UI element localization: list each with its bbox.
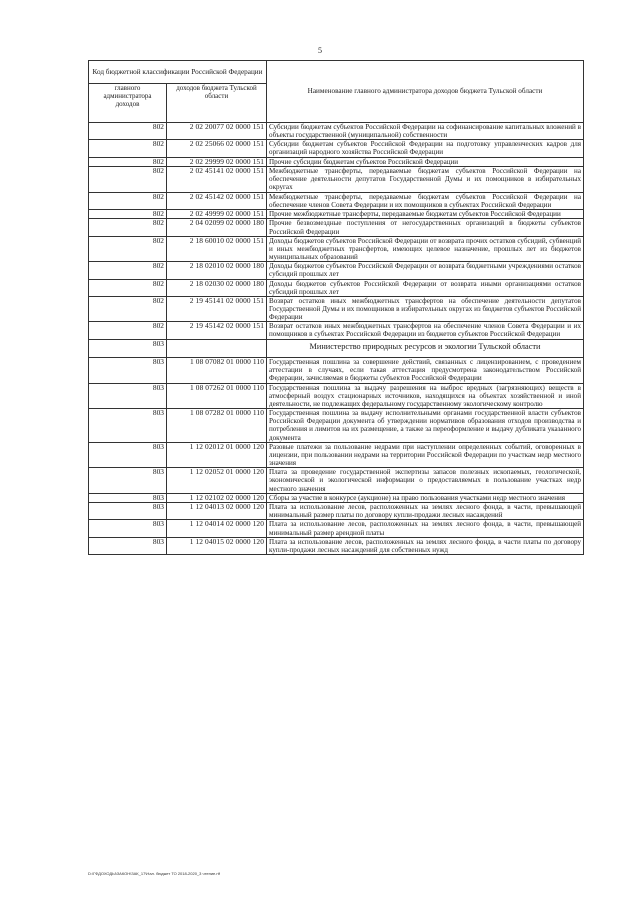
table-row — [89, 503, 584, 520]
revenue-name-cell: Межбюджетные трансферты, передаваемые бюджетам субъектов Российской Федерации на обеспечение членов Совета Федерации и их помощников в субъектах Российской Федерации — [267, 192, 584, 209]
header-revenue-code: доходов бюджета Тульской области — [167, 84, 267, 123]
revenue-name-cell: Прочие межбюджетные трансферты, передаваемые бюджетам субъектов Российской Федерации — [267, 209, 584, 219]
admin-code-cell: 802 — [89, 296, 167, 321]
admin-code-cell: 803 — [89, 503, 167, 520]
revenue-name-cell: Доходы бюджетов субъектов Российской Федерации от возврата прочих остатков субсидий, субвенций и иных межбюджетных трансфертов, имеющих целевое назначение, прошлых лет из бюджетов муниципальных образований — [267, 236, 584, 261]
admin-code-cell: 802 — [89, 262, 167, 279]
revenue-code-cell — [167, 339, 267, 358]
table-row — [89, 409, 584, 443]
admin-code-cell: 802 — [89, 209, 167, 219]
footer-file-path: D:\ГФДОХОДЫ\ЗАКОН\ЗАК_17\Нал. бюджет ТО 2018-2020_3 чтение.rtf — [88, 871, 220, 876]
table-row — [89, 167, 584, 192]
admin-code-cell: 802 — [89, 167, 167, 192]
table-row — [89, 279, 584, 296]
section-row — [89, 339, 584, 358]
revenue-name-cell: Сборы за участие в конкурсе (аукционе) на право пользования участками недр местного значения — [267, 493, 584, 503]
admin-code-cell: 803 — [89, 409, 167, 443]
revenue-code-cell: 1 12 02052 01 0000 120 — [167, 468, 267, 493]
revenue-code-cell: 2 02 49999 02 0000 151 — [167, 209, 267, 219]
table-row — [89, 123, 584, 140]
admin-code-cell: 803 — [89, 468, 167, 493]
revenue-name-cell: Субсидии бюджетам субъектов Российской Федерации на подготовку управленческих кадров для организаций народного хозяйства Российской Федерации — [267, 140, 584, 157]
table-row — [89, 140, 584, 157]
revenue-code-cell: 1 12 02012 01 0000 120 — [167, 442, 267, 467]
table-row — [89, 262, 584, 279]
header-administrator-name: Наименование главного администратора доходов бюджета Тульской области — [267, 61, 584, 123]
table-row — [89, 468, 584, 493]
table-row — [89, 537, 584, 554]
admin-code-cell: 802 — [89, 322, 167, 339]
revenue-name-cell: Разовые платежи за пользование недрами при наступлении определенных событий, оговоренных в лицензии, при пользовании недрами на территории Российской Федерации по участкам недр местного значения — [267, 442, 584, 467]
table-row — [89, 520, 584, 537]
admin-code-cell: 803 — [89, 442, 167, 467]
table-row — [89, 383, 584, 408]
revenue-code-cell: 2 18 02030 02 0000 180 — [167, 279, 267, 296]
admin-code-cell: 802 — [89, 192, 167, 209]
revenue-name-cell: Возврат остатков иных межбюджетных трансфертов на обеспечение членов Совета Федерации и их помощников в субъектах Российской Федерации из бюджетов субъектов Российской Федерации — [267, 322, 584, 339]
admin-code-cell: 803 — [89, 520, 167, 537]
header-admin-code: главного администратора доходов — [89, 84, 167, 123]
table-row — [89, 236, 584, 261]
admin-code-cell: 803 — [89, 383, 167, 408]
table-row — [89, 322, 584, 339]
admin-code-cell: 803 — [89, 537, 167, 554]
revenue-code-cell: 2 02 25066 02 0000 151 — [167, 140, 267, 157]
revenue-name-cell: Плата за использование лесов, расположенных на землях лесного фонда, в части, превышающей минимальный размер платы по договору купли-продажи лесных насаждений — [267, 503, 584, 520]
admin-code-cell: 803 — [89, 358, 167, 383]
revenue-name-cell: Плата за использование лесов, расположенных на землях лесного фонда, в части платы по договору купли-продажи лесных насаждений для собственных нужд — [267, 537, 584, 554]
revenue-code-cell: 1 08 07082 01 0000 110 — [167, 358, 267, 383]
admin-code-cell: 802 — [89, 219, 167, 236]
admin-code-cell: 802 — [89, 157, 167, 167]
table-row — [89, 219, 584, 236]
table-row — [89, 442, 584, 467]
revenue-code-cell: 2 02 20077 02 0000 151 — [167, 123, 267, 140]
revenue-name-cell: Государственная пошлина за выдачу исполнительными органами государственной власти субъектов Российской Федерации документа об утверждении нормативов образования отходов производства и потребления и лимитов на их размещение, а также за переоформление и выдачу дубликата указанного документа — [267, 409, 584, 443]
revenue-name-cell: Доходы бюджетов субъектов Российской Федерации от возврата бюджетными учреждениями остатков субсидий прошлых лет — [267, 262, 584, 279]
admin-code-cell: 802 — [89, 123, 167, 140]
admin-code-cell: 803 — [89, 339, 167, 358]
revenue-code-cell: 2 02 45141 02 0000 151 — [167, 167, 267, 192]
admin-code-cell: 802 — [89, 279, 167, 296]
revenue-name-cell: Прочие безвозмездные поступления от негосударственных организаций в бюджеты субъектов Российской Федерации — [267, 219, 584, 236]
revenue-name-cell: Государственная пошлина за совершение действий, связанных с лицензированием, с проведением аттестации в случаях, если такая аттестация предусмотрена законодательством Российской Федерации, зачисляемая в бюджеты субъектов Российской Федерации — [267, 358, 584, 383]
table-row — [89, 192, 584, 209]
revenue-code-cell: 1 12 02102 02 0000 120 — [167, 493, 267, 503]
table-row — [89, 296, 584, 321]
admin-code-cell: 802 — [89, 140, 167, 157]
revenue-code-cell: 2 02 45142 02 0000 151 — [167, 192, 267, 209]
revenue-code-cell: 2 04 02099 02 0000 180 — [167, 219, 267, 236]
revenue-classification-table — [88, 60, 584, 555]
admin-code-cell: 802 — [89, 236, 167, 261]
header-code-group: Код бюджетной классификации Российской Федерации — [89, 61, 267, 84]
revenue-code-cell: 1 08 07262 01 0000 110 — [167, 383, 267, 408]
revenue-code-cell: 1 08 07282 01 0000 110 — [167, 409, 267, 443]
revenue-code-cell: 1 12 04015 02 0000 120 — [167, 537, 267, 554]
revenue-name-cell: Возврат остатков иных межбюджетных трансфертов на обеспечение деятельности депутатов Государственной Думы и их помощников в избирательных округах из бюджетов субъектов Российской Федерации — [267, 296, 584, 321]
revenue-code-cell: 2 02 29999 02 0000 151 — [167, 157, 267, 167]
revenue-name-cell: Плата за проведение государственной экспертизы запасов полезных ископаемых, геологической, экономической и экологической информации о предоставляемых в пользование участках недр местного значения — [267, 468, 584, 493]
admin-code-cell: 803 — [89, 493, 167, 503]
revenue-code-cell: 1 12 04013 02 0000 120 — [167, 503, 267, 520]
revenue-code-cell: 2 19 45142 02 0000 151 — [167, 322, 267, 339]
revenue-code-cell: 2 18 60010 02 0000 151 — [167, 236, 267, 261]
revenue-name-cell: Плата за использование лесов, расположенных на землях лесного фонда, в части, превышающей минимальный размер арендной платы — [267, 520, 584, 537]
revenue-name-cell: Государственная пошлина за выдачу разрешения на выброс вредных (загрязняющих) веществ в атмосферный воздух стационарных источников, находящихся на объектах хозяйственной и иной деятельности, не подлежащих федеральному государственному экологическому контролю — [267, 383, 584, 408]
revenue-name-cell: Доходы бюджетов субъектов Российской Федерации от возврата иными организациями остатков субсидий прошлых лет — [267, 279, 584, 296]
page-number: 5 — [318, 46, 322, 55]
revenue-code-cell: 2 19 45141 02 0000 151 — [167, 296, 267, 321]
revenue-code-cell: 1 12 04014 02 0000 120 — [167, 520, 267, 537]
administrator-name-cell: Министерство природных ресурсов и экологии Тульской области — [267, 339, 584, 358]
revenue-name-cell: Межбюджетные трансферты, передаваемые бюджетам субъектов Российской Федерации на обеспечение деятельности депутатов Государственной Думы и их помощников в избирательных округах — [267, 167, 584, 192]
revenue-name-cell: Прочие субсидии бюджетам субъектов Российской Федерации — [267, 157, 584, 167]
revenue-name-cell: Субсидии бюджетам субъектов Российской Федерации на софинансирование капитальных вложений в объекты государственной (муниципальной) собственности — [267, 123, 584, 140]
revenue-code-cell: 2 18 02010 02 0000 180 — [167, 262, 267, 279]
table-row — [89, 358, 584, 383]
